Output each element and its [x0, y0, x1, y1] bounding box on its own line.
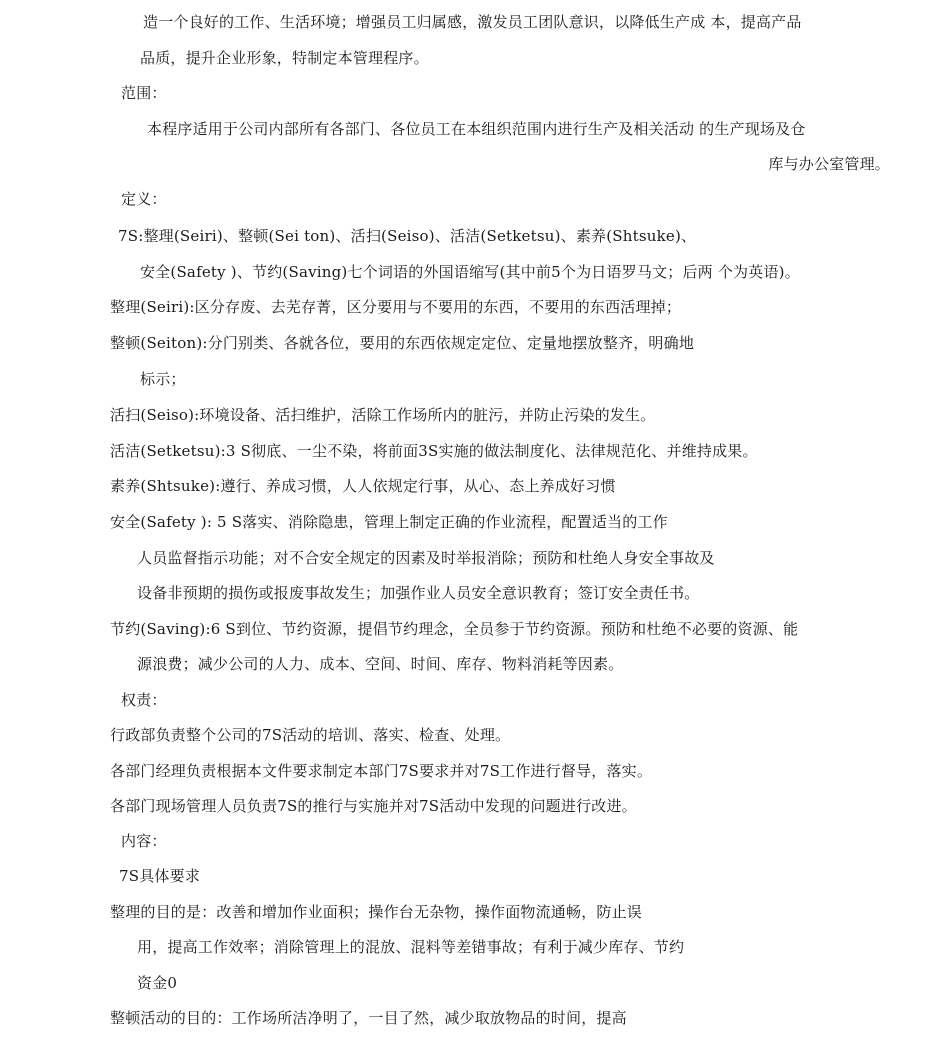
text-line: 各部门现场管理人员负责7S的推行与实施并对7S活动中发现的问题进行改进。: [110, 797, 637, 815]
section-heading-scope: 范围：: [121, 84, 167, 102]
text-line: 活扫(Seiso):环境设备、活扫维护，活除工作场所内的脏污，并防止污染的发生。: [110, 406, 656, 424]
text-line: 各部门经理负责根据本文件要求制定本部门7S要求并对7S工作进行督导，落实。: [110, 762, 653, 780]
text-line: 设备非预期的损伤或报废事故发生；加强作业人员安全意识教育；签订安全责任书。: [137, 584, 700, 602]
text-line: 7S:整理(Seiri)、整顿(Sei ton)、活扫(Seiso)、活洁(Setketsu)、素养(Shtsuke)、: [118, 227, 697, 245]
text-line: 库与办公室管理。: [768, 155, 890, 173]
text-line: 本程序适用于公司内部所有各部门、各位员工在本组织范围内进行生产及相关活动 的生产现场及仓: [147, 120, 806, 138]
text-line: 标示；: [140, 370, 186, 388]
text-line: 节约(Saving):6 S到位、节约资源，提倡节约理念，全员参于节约资源。预防和杜绝不必要的资源、能: [110, 620, 799, 638]
text-line: 品质，提升企业形象，特制定本管理程序。: [140, 49, 429, 67]
text-line: 用，提高工作效率；消除管理上的混放、混料等差错事故；有利于减少库存、节约: [137, 938, 685, 956]
section-heading-definition: 定义：: [121, 190, 167, 208]
subsection-heading: 7S具体要求: [119, 867, 201, 885]
text-line: 整理的目的是：改善和增加作业面积；操作台无杂物，操作面物流通畅，防止误: [110, 903, 643, 921]
text-line: 源浪费；减少公司的人力、成本、空间、时间、库存、物料消耗等因素。: [137, 655, 624, 673]
text-line: 整顿(Seiton):分门别类、各就各位，要用的东西依规定定位、定量地摆放整齐，明确地: [110, 334, 695, 352]
section-heading-content: 内容：: [121, 832, 167, 850]
text-line: 安全(Safety )、节约(Saving)七个词语的外国语缩写(其中前5个为日语罗马文；后两 个为英语)。: [140, 263, 800, 281]
text-line: 活洁(Setketsu):3 S彻底、一尘不染，将前面3S实施的做法制度化、法律规范化、并维持成果。: [110, 442, 758, 460]
text-line: 整顿活动的目的：工作场所洁净明了，一目了然，减少取放物品的时间，提高: [110, 1009, 627, 1027]
text-line: 整理(Seiri):区分存废、去芜存菁，区分要用与不要用的东西，不要用的东西活理掉；: [110, 298, 682, 316]
text-line: 造一个良好的工作、生活环境；增强员工归属感，激发员工团队意识，以降低生产成 本，提高产品: [143, 13, 802, 31]
text-line: 资金0: [137, 974, 178, 992]
text-line: 素养(Shtsuke):遵行、养成习惯，人人依规定行事，从心、态上养成好习惯: [110, 477, 616, 495]
text-line: 人员监督指示功能；对不合安全规定的因素及时举报消除；预防和杜绝人身安全事故及: [137, 549, 715, 567]
text-line: 安全(Safety ): 5 S落实、消除隐患，管理上制定正确的作业流程，配置适当的工作: [110, 513, 668, 531]
text-line: 行政部负责整个公司的7S活动的培训、落实、检查、处理。: [110, 726, 511, 744]
section-heading-responsibility: 权责：: [121, 691, 167, 709]
